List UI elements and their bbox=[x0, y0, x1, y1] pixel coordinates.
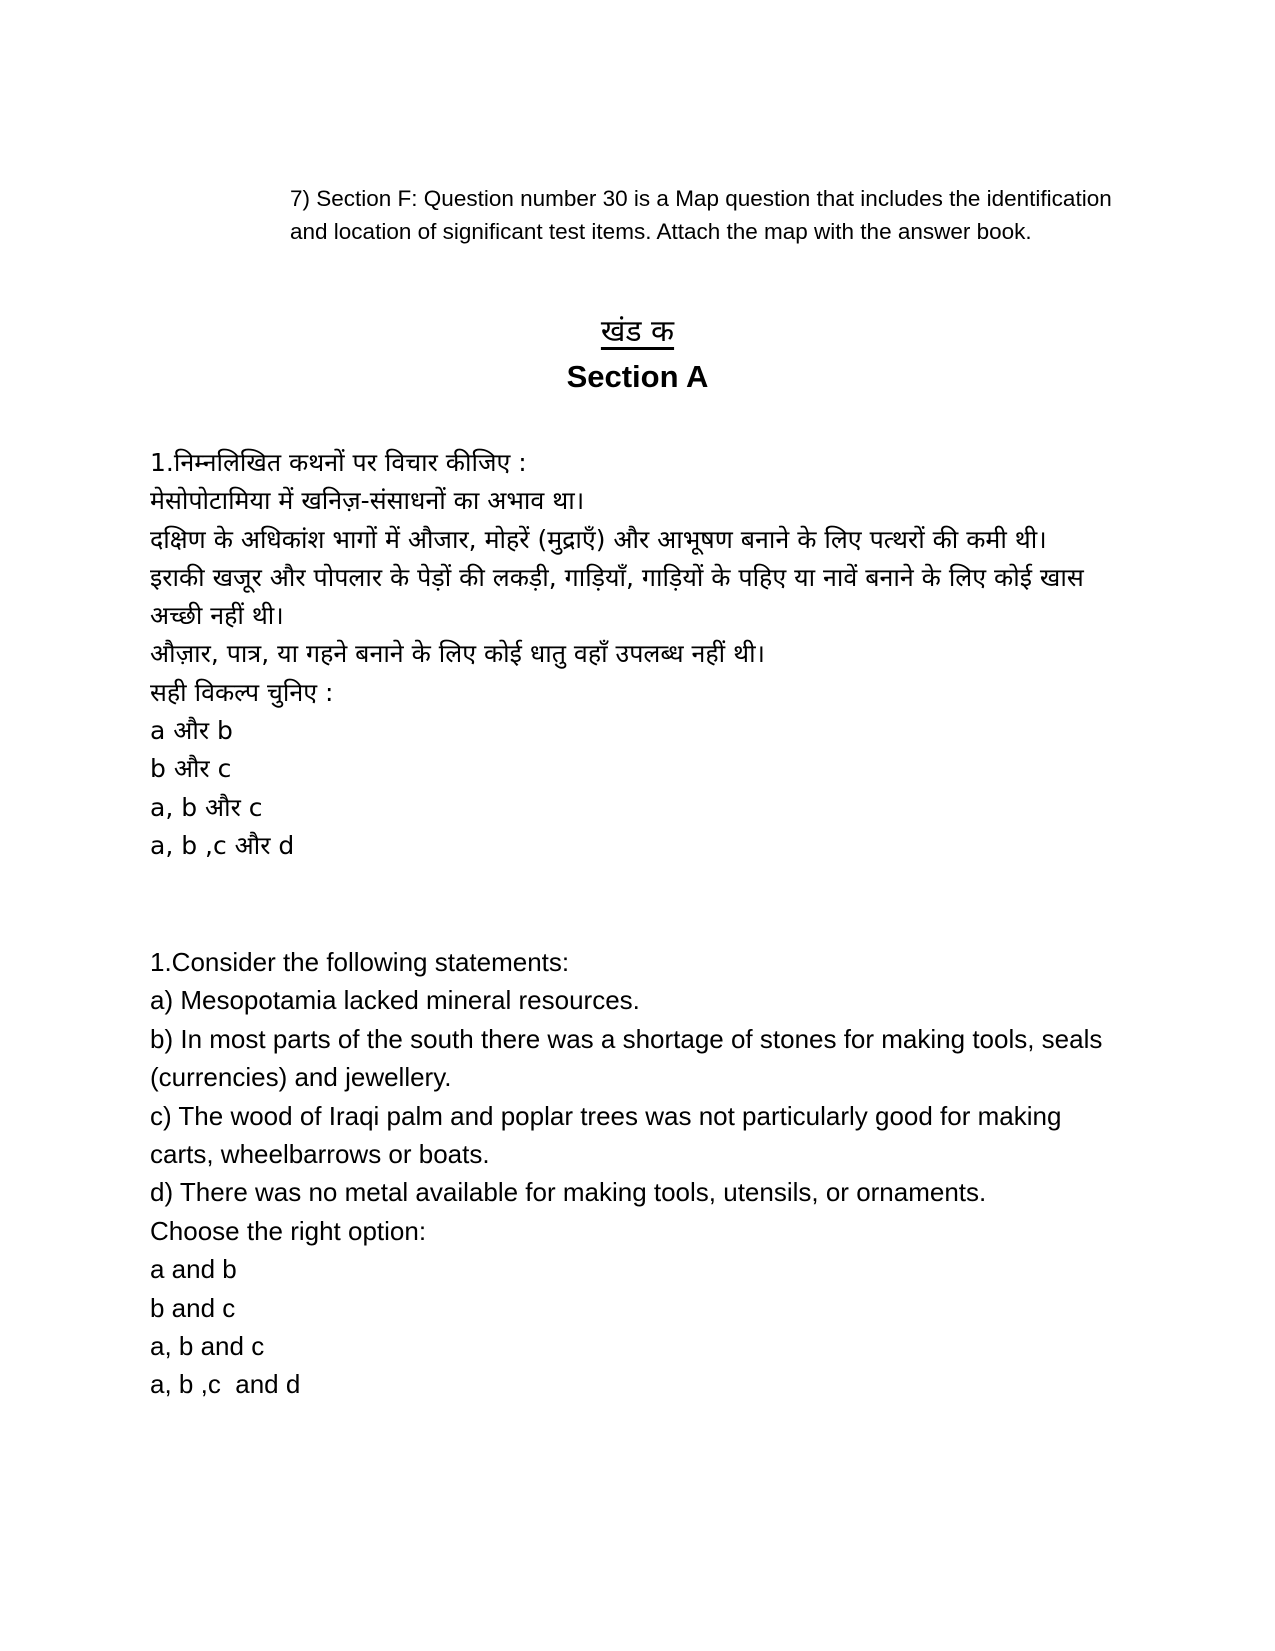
option-1: a और b bbox=[150, 716, 233, 746]
section-title-hindi: खंड क bbox=[600, 314, 675, 349]
choose-instruction: सही विकल्प चुनिए : bbox=[150, 677, 334, 707]
statement-b: b) In most parts of the south there was a shortage of stones for making tools, seals (currencies) and jewellery. bbox=[150, 1023, 1103, 1093]
statement-c: c) The wood of Iraqi palm and poplar trees was not particularly good for making carts, wheelbarrows or boats. bbox=[150, 1100, 1062, 1170]
section-heading bbox=[0, 312, 1275, 398]
instruction-note-text: 7) Section F: Question number 30 is a Map question that includes the identification and location of significant test items. Attach the map with the answer book. bbox=[290, 186, 1112, 244]
option-1: a and b bbox=[150, 1254, 237, 1285]
statement-a: a) Mesopotamia lacked mineral resources. bbox=[150, 985, 640, 1016]
statement-a: मेसोपोटामिया में खनिज़-संसाधनों का अभाव था। bbox=[150, 486, 585, 516]
question-1-hindi bbox=[150, 444, 1120, 865]
statement-d: औज़ार, पात्र, या गहने बनाने के लिए कोई धातु वहाँ उपलब्ध नहीं थी। bbox=[150, 639, 766, 669]
option-2: b and c bbox=[150, 1292, 236, 1323]
statement-c: इराकी खजूर और पोपलार के पेड़ों की लकड़ी, गाड़ियाँ, गाड़ियों के पहिए या नावें बनाने के लिए कोई खास अच्छी नहीं थी। bbox=[150, 562, 1084, 631]
option-3: a, b and c bbox=[150, 1331, 265, 1362]
option-4: a, b ,c and d bbox=[150, 1369, 301, 1400]
instruction-note bbox=[290, 182, 1130, 248]
option-4: a, b ,c और d bbox=[150, 830, 295, 860]
section-title-english: Section A bbox=[566, 359, 709, 394]
choose-instruction: Choose the right option: bbox=[150, 1215, 427, 1246]
statement-d: d) There was no metal available for making tools, utensils, or ornaments. bbox=[150, 1177, 987, 1208]
question-1-english bbox=[150, 943, 1120, 1404]
question-prompt: 1.Consider the following statements: bbox=[150, 947, 570, 977]
statement-b: दक्षिण के अधिकांश भागों में औजार, मोहरें (मुद्राएँ) और आभूषण बनाने के लिए पत्थरों की कमी थी। bbox=[150, 524, 1047, 554]
option-2: b और c bbox=[150, 754, 232, 784]
option-3: a, b और c bbox=[150, 792, 263, 822]
question-prompt: 1.निम्नलिखित कथनों पर विचार कीजिए : bbox=[150, 448, 527, 477]
